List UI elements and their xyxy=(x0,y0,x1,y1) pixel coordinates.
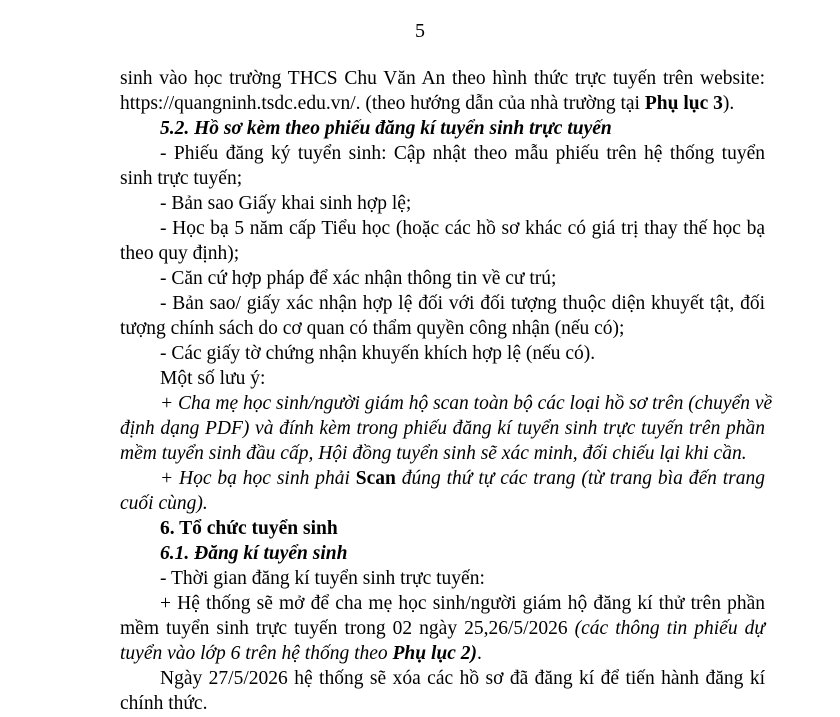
note-line: mềm tuyển sinh đầu cấp, Hội đồng tuyển sinh sẽ xác minh, đối chiếu lại khi cần. xyxy=(120,443,747,464)
appendix-ref: Phụ lục 2) xyxy=(392,643,478,664)
list-item: - Bản sao/ giấy xác nhận hợp lệ đối với đối tượng thuộc diện khuyết tật, đối xyxy=(160,293,765,314)
note-line: cuối cùng). xyxy=(120,493,208,514)
note-heading: Một số lưu ý: xyxy=(160,368,266,389)
paragraph-line: theo quy định); xyxy=(120,243,240,264)
paragraph-line: tượng chính sách do cơ quan có thẩm quyền công nhận (nếu có); xyxy=(120,318,625,339)
paragraph-text: . xyxy=(477,643,482,664)
list-item: - Căn cứ hợp pháp để xác nhận thông tin về cư trú; xyxy=(160,268,557,289)
paragraph-text: ). xyxy=(722,93,735,114)
paragraph-line xyxy=(120,641,482,667)
section-heading-6-1: 6.1. Đăng kí tuyển sinh xyxy=(160,543,348,564)
paragraph-italic: (các thông tin phiếu dự xyxy=(574,618,766,639)
note-line: định dạng PDF) và đính kèm trong phiếu đăng kí tuyển sinh trực tuyến trên phần xyxy=(120,418,765,439)
paragraph-line: chính thức. xyxy=(120,693,208,714)
list-item: - Thời gian đăng kí tuyển sinh trực tuyến: xyxy=(160,568,485,589)
paragraph-line: sinh trực tuyến; xyxy=(120,168,243,189)
page-number: 5 xyxy=(415,20,425,42)
note-text: đúng thứ tự các trang (từ trang bìa đến trang xyxy=(395,468,765,489)
appendix-ref: Phụ lục 3 xyxy=(644,93,723,114)
paragraph-line xyxy=(120,616,765,642)
list-item: - Bản sao Giấy khai sinh hợp lệ; xyxy=(160,193,412,214)
note-line xyxy=(160,466,765,492)
website-text: https://quangninh.tsdc.edu.vn/. (theo hướng dẫn của nhà trường tại xyxy=(120,93,645,114)
list-item: - Phiếu đăng ký tuyển sinh: Cập nhật theo mẫu phiếu trên hệ thống tuyển xyxy=(160,143,765,164)
note-text: + Học bạ học sinh phải xyxy=(160,468,356,489)
list-item: - Các giấy tờ chứng nhận khuyến khích hợp lệ (nếu có). xyxy=(160,343,596,364)
section-heading-5-2: 5.2. Hồ sơ kèm theo phiếu đăng kí tuyển sinh trực tuyến xyxy=(160,118,612,139)
paragraph-italic: tuyển vào lớp 6 trên hệ thống theo xyxy=(120,643,393,664)
paragraph-text: mềm tuyển sinh trực tuyến trong 02 ngày 25,26/5/2026 xyxy=(120,618,575,639)
paragraph-line: + Hệ thống sẽ mở để cha mẹ học sinh/người giám hộ đăng kí thử trên phần xyxy=(160,593,765,614)
scan-emphasis: Scan xyxy=(355,468,396,489)
paragraph-line: Ngày 27/5/2026 hệ thống sẽ xóa các hồ sơ đã đăng kí để tiến hành đăng kí xyxy=(160,668,765,689)
section-heading-6: 6. Tổ chức tuyển sinh xyxy=(160,518,338,539)
paragraph-line xyxy=(120,91,734,117)
note-line: + Cha mẹ học sinh/người giám hộ scan toàn bộ các loại hồ sơ trên (chuyển về xyxy=(160,393,773,414)
paragraph-line: sinh vào học trường THCS Chu Văn An theo hình thức trực tuyến trên website: xyxy=(120,68,765,89)
list-item: - Học bạ 5 năm cấp Tiểu học (hoặc các hồ sơ khác có giá trị thay thế học bạ xyxy=(160,218,765,239)
